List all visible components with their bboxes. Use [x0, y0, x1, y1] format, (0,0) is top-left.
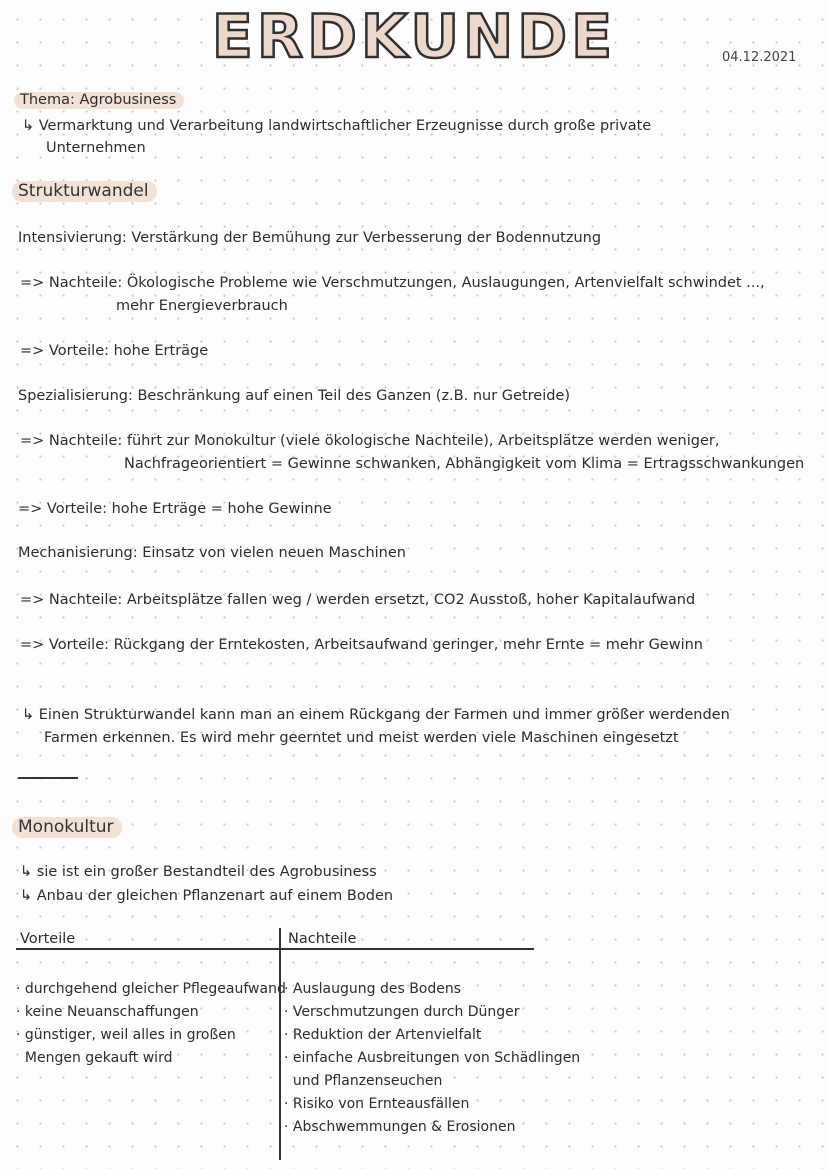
intensivierung-term: Intensivierung	[18, 230, 122, 246]
fazit-line-2: Farmen erkennen. Es wird mehr geerntet und meist werden viele Maschinen eingesetzt	[44, 730, 679, 746]
date: 04.12.2021	[722, 50, 797, 65]
list-item: · einfache Ausbreitungen von Schädlingen	[284, 1050, 581, 1066]
section-divider	[18, 777, 78, 779]
list-item: · Risiko von Ernteausfällen	[284, 1096, 470, 1112]
intensivierung-line	[18, 230, 601, 246]
monokultur-heading-text: Monokultur	[12, 817, 122, 838]
fazit-line-1: ↳ Einen Strukturwandel kann man an einem Rückgang der Farmen und immer größer werdenden	[22, 707, 730, 723]
intensivierung-nachteile-2: mehr Energieverbrauch	[116, 298, 288, 314]
vorteile-header: Vorteile	[20, 931, 76, 947]
spezialisierung-nachteile-1: => Nachteile: führt zur Monokultur (viele ökologische Nachteile), Arbeitsplätze werden weniger,	[20, 433, 720, 449]
thema-label	[14, 92, 184, 108]
list-item: · günstiger, weil alles in großen	[16, 1027, 236, 1043]
list-item: · keine Neuanschaffungen	[16, 1004, 199, 1020]
mechanisierung-term: Mechanisierung	[18, 545, 133, 561]
mechanisierung-nachteile: => Nachteile: Arbeitsplätze fallen weg / werden ersetzt, CO2 Ausstoß, hoher Kapitalaufwand	[20, 592, 696, 608]
spezialisierung-nachteile-2: Nachfrageorientiert = Gewinne schwanken, Abhängigkeit vom Klima = Ertragsschwankungen	[124, 456, 805, 472]
mechanisierung-vorteile: => Vorteile: Rückgang der Erntekosten, Arbeitsaufwand geringer, mehr Ernte = mehr Gewinn	[20, 637, 703, 653]
list-item: · durchgehend gleicher Pflegeaufwand	[16, 981, 286, 997]
page-title: ERDKUNDE	[211, 2, 617, 72]
nachteile-list	[284, 978, 580, 1139]
thema-line-1: ↳ Vermarktung und Verarbeitung landwirtschaftlicher Erzeugnisse durch große private	[22, 118, 652, 134]
table-header-rule	[16, 948, 534, 950]
intensivierung-nachteile-1: => Nachteile: Ökologische Probleme wie Verschmutzungen, Auslaugungen, Artenvielfalt schwindet ...,	[20, 275, 765, 291]
strukturwandel-heading	[12, 181, 157, 201]
thema-highlight: Thema: Agrobusiness	[14, 92, 184, 109]
list-item: und Pflanzenseuchen	[284, 1073, 443, 1089]
spezialisierung-vorteile: => Vorteile: hohe Erträge = hohe Gewinne	[18, 501, 332, 517]
spezialisierung-line	[18, 388, 570, 404]
list-item: · Reduktion der Artenvielfalt	[284, 1027, 482, 1043]
spezialisierung-definition: : Beschränkung auf einen Teil des Ganzen (z.B. nur Getreide)	[127, 388, 570, 404]
intensivierung-definition: : Verstärkung der Bemühung zur Verbesserung der Bodennutzung	[121, 230, 602, 246]
intensivierung-vorteile: => Vorteile: hohe Erträge	[20, 343, 209, 359]
monokultur-line-1: ↳ sie ist ein großer Bestandteil des Agrobusiness	[20, 864, 377, 880]
mechanisierung-definition: : Einsatz von vielen neuen Maschinen	[132, 545, 406, 561]
list-item: Mengen gekauft wird	[16, 1050, 173, 1066]
thema-line-2: Unternehmen	[46, 140, 146, 156]
list-item: · Verschmutzungen durch Dünger	[284, 1004, 520, 1020]
monokultur-heading	[12, 817, 122, 837]
mechanisierung-line	[18, 545, 406, 561]
spezialisierung-term: Spezialisierung	[18, 388, 128, 404]
list-item: · Auslaugung des Bodens	[284, 981, 462, 997]
nachteile-header: Nachteile	[288, 931, 357, 947]
vorteile-list	[16, 978, 286, 1070]
list-item: · Abschwemmungen & Erosionen	[284, 1119, 516, 1135]
strukturwandel-heading-text: Strukturwandel	[12, 181, 157, 202]
monokultur-line-2: ↳ Anbau der gleichen Pflanzenart auf einem Boden	[20, 888, 394, 904]
